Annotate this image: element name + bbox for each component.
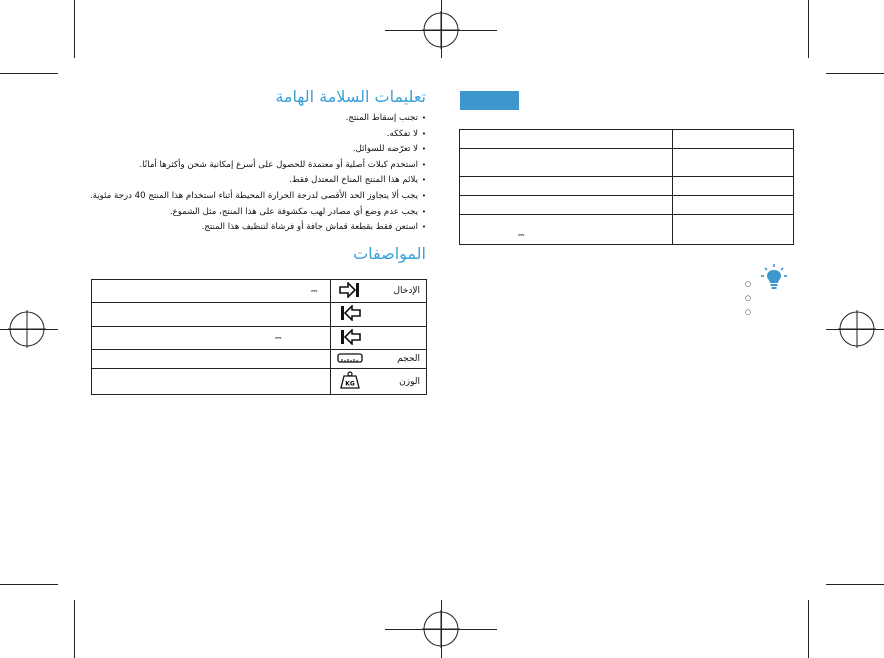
list-item: • يجب ألا يتجاوز الحد الأقصى لدرجة الحرارة المحيطة أثناء استخدام هذا المنتج 40 درجة مئوية. — [86, 189, 426, 205]
table-cell — [673, 130, 794, 149]
dc-symbol: ⎓ — [311, 286, 317, 296]
output-arrow-icon — [331, 303, 369, 326]
table-row — [460, 215, 794, 245]
table-cell — [673, 149, 794, 177]
registration-mark-icon — [838, 310, 876, 348]
table-cell — [460, 149, 673, 177]
crop-mark — [74, 600, 75, 658]
registration-mark-icon — [422, 610, 460, 648]
crop-mark — [826, 584, 884, 585]
safety-title: تعليمات السلامة الهامة — [275, 87, 426, 106]
spec-value — [92, 326, 331, 349]
spec-table — [91, 279, 427, 395]
table-cell — [460, 177, 673, 196]
list-item: • لا تعرّضه للسوائل. — [86, 142, 426, 158]
crop-mark — [808, 600, 809, 658]
table-row — [460, 130, 794, 149]
bullet-dot: ○ — [745, 280, 752, 288]
ruler-icon — [331, 350, 369, 369]
table-cell — [460, 215, 673, 245]
table-cell — [673, 177, 794, 196]
safety-list — [86, 111, 426, 236]
table-row — [92, 369, 427, 395]
spec-title: المواصفات — [353, 244, 426, 263]
list-item: • استعن فقط بقطعة قماش جافة أو فرشاة لتنظيف هذا المنتج. — [86, 220, 426, 236]
table-cell — [673, 196, 794, 215]
spec-label: الحجم — [369, 350, 427, 369]
spec-table-right — [459, 129, 794, 245]
weight-icon-text: KG — [345, 380, 355, 388]
section-color-tab — [460, 91, 519, 110]
spec-label: الوزن — [369, 369, 427, 395]
list-item: • يجب عدم وضع أي مصادر لهب مكشوفة على هذا المنتج، مثل الشموع. — [86, 205, 426, 221]
spec-label: الإدخال — [369, 280, 427, 303]
table-row — [92, 303, 427, 326]
output-arrow-icon — [331, 326, 369, 349]
crop-mark — [0, 73, 58, 74]
crop-mark — [808, 0, 809, 58]
table-cell — [460, 196, 673, 215]
table-row — [460, 196, 794, 215]
spec-value — [92, 303, 331, 326]
spec-value — [92, 350, 331, 369]
weight-kg-icon — [331, 369, 369, 395]
table-row — [92, 326, 427, 349]
bullet-dot: ○ — [745, 294, 752, 302]
list-item: • لا تفككه. — [86, 127, 426, 143]
table-cell — [460, 130, 673, 149]
crop-mark — [826, 73, 884, 74]
bullet-dot: ○ — [745, 308, 752, 316]
spec-label — [369, 326, 427, 349]
table-cell — [673, 215, 794, 245]
spec-label — [369, 303, 427, 326]
list-item: • يلائم هذا المنتج المناخ المعتدل فقط. — [86, 173, 426, 189]
crop-mark — [0, 584, 58, 585]
input-arrow-icon — [331, 280, 369, 303]
table-row — [460, 177, 794, 196]
spec-value — [92, 369, 331, 395]
table-row — [92, 350, 427, 369]
table-row — [92, 280, 427, 303]
registration-mark-icon — [422, 11, 460, 49]
crop-mark — [74, 0, 75, 58]
spec-value — [92, 280, 331, 303]
list-item: • استخدم كبلات أصلية أو معتمدة للحصول على أسرع إمكانية شحن وأكثرها أمانًا. — [86, 158, 426, 174]
registration-mark-icon — [8, 310, 46, 348]
dc-symbol: ⎓ — [518, 230, 524, 239]
table-row — [460, 149, 794, 177]
dc-symbol: ⎓ — [275, 333, 281, 343]
list-item: • تجنب إسقاط المنتج. — [86, 111, 426, 127]
